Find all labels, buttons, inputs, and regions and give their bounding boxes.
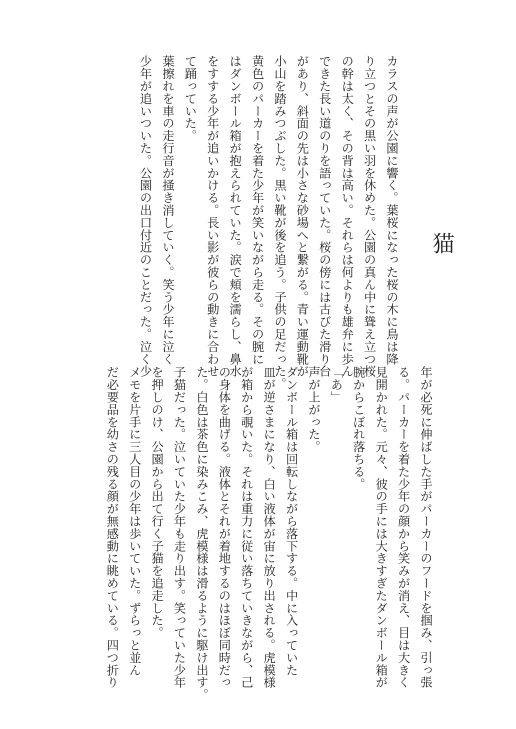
- text-line: の身体を曲げる。液体とそれが着地するのはほぼ同時だっ: [217, 366, 232, 689]
- text-line: 小山を踏みつぶした。黒い靴が後を追う。子供の足だった。: [272, 55, 287, 390]
- text-line: 声が上がった。: [306, 366, 321, 453]
- text-line: があり、斜面の先は小さな砂場へと繋がる。青い運動靴が: [295, 55, 310, 378]
- text-line: 黄色のパーカーを着た少年が笑いながら走る。その腕に: [250, 55, 265, 365]
- text-line: り立つとその黒い羽を休めた。公園の真ん中に聳え立つ桜: [362, 55, 377, 378]
- upper-text-block: [134, 55, 403, 390]
- text-line: 子猫だった。泣いていた少年も走り出す。笑っていた少年: [172, 366, 187, 689]
- story-title: 猫: [429, 232, 454, 254]
- text-line: て踊っていた。: [183, 55, 198, 142]
- lower-text-block: [101, 366, 437, 701]
- text-line: 腕からこぼれ落ちる。: [351, 366, 366, 490]
- text-line: が箱から覗いた。それは重力に従い落ちていきながら、己: [239, 366, 254, 689]
- text-line: の幹は太く、その背は高い。それらは何よりも雄弁に歩ん: [340, 55, 355, 378]
- text-line: ダンボール箱は回転しながら落下する。中に入っていた: [284, 366, 299, 676]
- text-line: 少年が追いついた。公園の出口付近のことだった。泣く少: [138, 55, 153, 378]
- text-line: だ必要品を幼さの残る顔が無感動に眺めている。四つ折り: [105, 366, 120, 689]
- text-line: 見開かれた。元々、彼の手には大きすぎたダンボール箱が: [374, 366, 389, 689]
- text-line: 葉擦れを車の走行音が掻き消していく。笑う少年に泣く: [160, 55, 175, 365]
- text-line: をすする少年が追いかける。長い影が彼らの動きに合わせ: [205, 55, 220, 378]
- text-line: 皿が逆さまになり、白い液体が宙に放り出される。虎模様: [262, 366, 277, 689]
- text-line: た。白色は茶色に染みこみ、虎模様は滑るように駆け出す。: [194, 366, 209, 701]
- text-line: る。パーカーを着た少年の顔から笑みが消え、目は大きく: [396, 366, 411, 689]
- text-line: 年が必死に伸ばした手がパーカーのフードを掴み、引っ張: [419, 366, 433, 689]
- text-line: はダンボール箱が抱えられていた。涙で頬を濡らし、鼻水: [228, 55, 243, 378]
- text-line: カラスの声が公園に響く。葉桜になった桜の木に鳥は降: [385, 55, 399, 365]
- text-line: できた長い道のりを語っていた。桜の傍には古びた滑り台: [317, 55, 332, 378]
- text-line: 「あ」: [329, 366, 344, 404]
- text-line: メモを片手に三人目の少年は歩いていた。ずらっと並ん: [127, 366, 142, 676]
- text-line: を押しのけ、公園から出て行く子猫を追走した。: [150, 366, 165, 639]
